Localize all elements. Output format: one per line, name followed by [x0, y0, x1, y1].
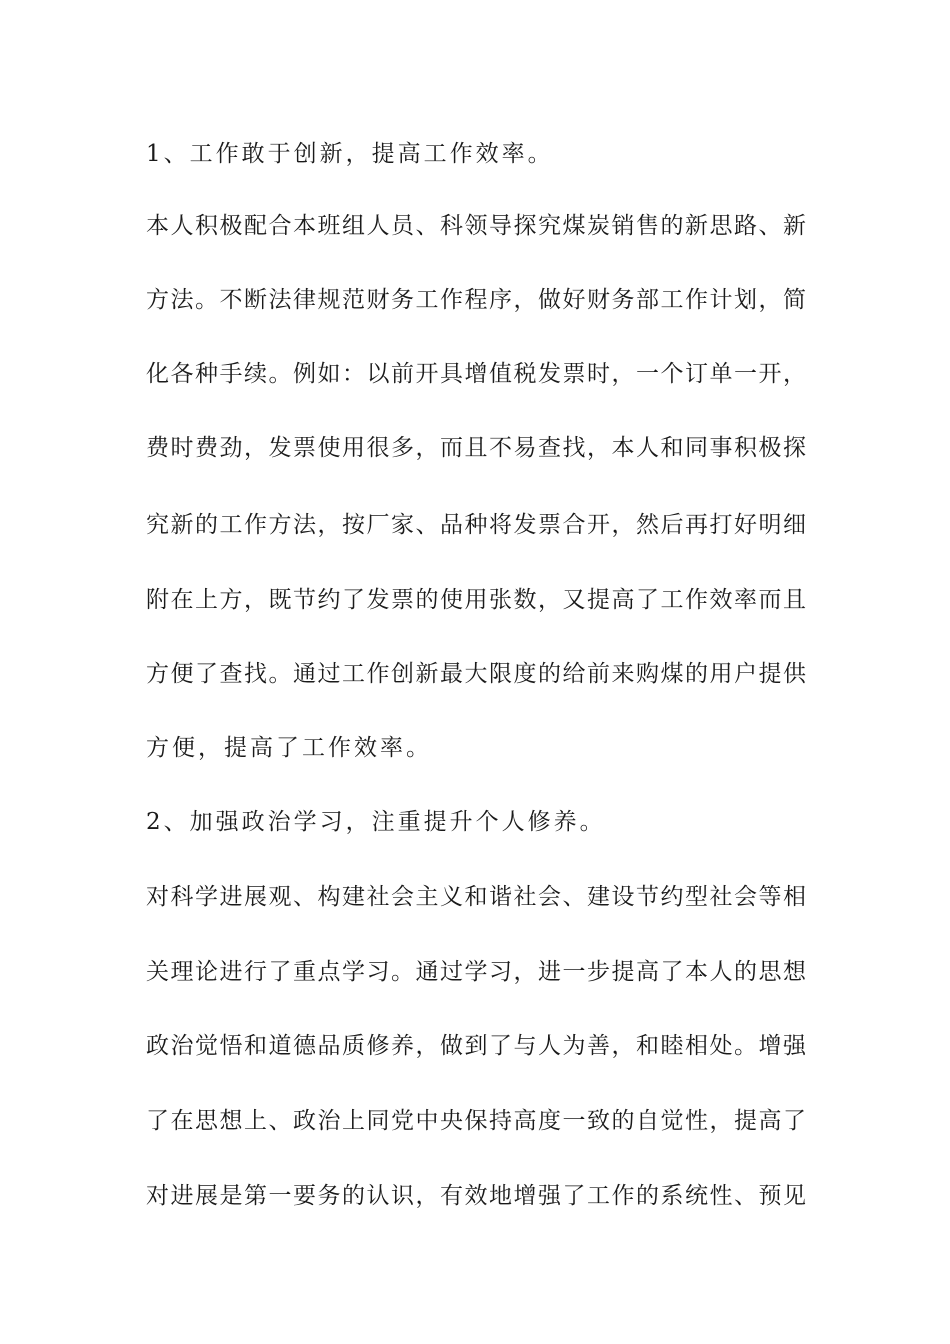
paragraph-line: 方法。不断法律规范财务工作程序，做好财务部工作计划，简 [146, 287, 806, 313]
paragraph-line: 费时费劲，发票使用很多，而且不易查找，本人和同事积极探 [146, 435, 806, 461]
paragraph-line: 对科学进展观、构建社会主义和谐社会、建设节约型社会等相 [146, 884, 806, 910]
section-heading-2: 2、加强政治学习，注重提升个人修养。 [146, 809, 606, 835]
paragraph-line: 究新的工作方法，按厂家、品种将发票合开，然后再打好明细 [146, 512, 806, 538]
section-heading-1: 1、工作敢于创新，提高工作效率。 [146, 141, 554, 167]
paragraph-line: 附在上方，既节约了发票的使用张数，又提高了工作效率而且 [146, 587, 806, 613]
paragraph-line: 对进展是第一要务的认识，有效地增强了工作的系统性、预见 [146, 1183, 806, 1209]
paragraph-line: 方便，提高了工作效率。 [146, 735, 432, 761]
paragraph-line: 了在思想上、政治上同党中央保持高度一致的自觉性，提高了 [146, 1108, 806, 1134]
paragraph-line: 关理论进行了重点学习。通过学习，进一步提高了本人的思想 [146, 959, 806, 985]
paragraph-line: 政治觉悟和道德品质修养，做到了与人为善，和睦相处。增强 [146, 1033, 806, 1059]
paragraph-line: 本人积极配合本班组人员、科领导探究煤炭销售的新思路、新 [146, 213, 806, 239]
paragraph-line: 化各种手续。例如：以前开具增值税发票时，一个订单一开， [146, 361, 806, 387]
paragraph-line: 方便了查找。通过工作创新最大限度的给前来购煤的用户提供 [146, 661, 806, 687]
